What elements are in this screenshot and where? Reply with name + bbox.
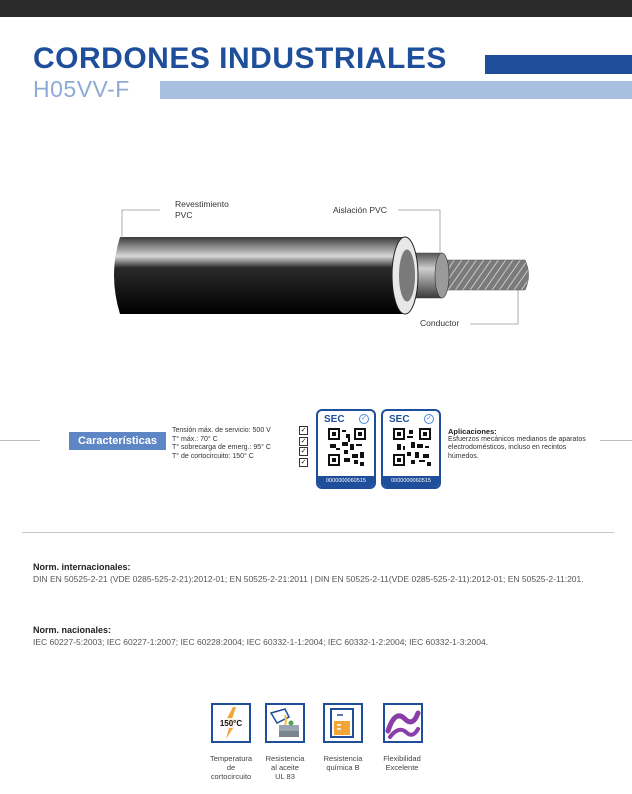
temperature-150-icon (211, 703, 251, 743)
checkmark-icon: ✓ (300, 448, 307, 455)
page-subtitle: H05VV-F (33, 76, 130, 102)
spec-list (172, 427, 271, 461)
top-bar (0, 0, 632, 17)
label-aislacion: Aislación PVC (333, 205, 387, 215)
label-conductor: Conductor (420, 318, 460, 328)
sec-certification-badge (381, 409, 441, 489)
norm-nacionales-text: IEC 60227-5:2003; IEC 60227-1:2007; IEC 60228:2004; IEC 60332-1-1:2004; IEC 60332-1-2:2004; IEC 60332-1-3:2004. (33, 637, 489, 647)
icon-caption: Resistencia química B (323, 754, 363, 772)
subtitle-accent-bar (160, 81, 632, 99)
checkmark-icon: ✓ (300, 427, 307, 434)
checkbox-column (299, 426, 308, 468)
spec-item: T° máx.: 70° C (172, 435, 218, 443)
section-divider-right (600, 440, 632, 441)
aplicaciones-heading: Aplicaciones: (448, 427, 497, 436)
flexibility-icon (383, 703, 423, 743)
sec-logo: SEC (324, 414, 345, 425)
spec-item: T° sobrecarga de emerg.: 95° C (172, 444, 271, 452)
sec-code: 0000000060515 (318, 476, 374, 487)
chemical-resistance-icon (323, 703, 363, 743)
spec-item: T° de cortocircuito: 150° C (172, 452, 254, 460)
qr-code-icon (328, 428, 366, 466)
caracteristicas-heading: Características (69, 432, 166, 450)
norm-internacionales-text: DIN EN 50525-2-21 (VDE 0285-525-2-21):2012-01; EN 50525-2-21:2011 | DIN EN 50525-2-11(VDE 0285-525-2-11):2012-01; EN 50525-2-11:201. (33, 574, 584, 584)
divider (22, 532, 614, 533)
title-accent-bar (485, 55, 632, 74)
label-revestimiento: Revestimiento PVC (175, 199, 229, 220)
outer-jacket (114, 237, 413, 314)
oil-resistance-icon (265, 703, 305, 743)
norm-internacionales-heading: Norm. internacionales: (33, 562, 131, 572)
icon-caption: Temperatura de cortocircuito (209, 754, 253, 781)
page-title: CORDONES INDUSTRIALES (33, 42, 447, 75)
spec-item: Tensión máx. de servicio: 500 V (172, 427, 271, 434)
qr-code-icon (393, 428, 431, 466)
checkmark-icon: ✓ (300, 437, 307, 445)
norm-nacionales-heading: Norm. nacionales: (33, 625, 112, 635)
section-divider-left (0, 440, 40, 441)
aplicaciones-text: Esfuerzos mecánicos medianos de aparatos electrodomésticos, incluso en recintos húmedos. (448, 436, 586, 460)
sec-code: 0000000060515 (383, 476, 439, 487)
verified-check-icon: ✓ (424, 414, 434, 424)
sec-certification-badge (316, 409, 376, 489)
icon-caption: Flexibilidad Excelente (383, 754, 421, 772)
checkmark-icon: ✓ (300, 458, 307, 466)
verified-check-icon: ✓ (359, 414, 369, 424)
temperature-badge: 150°C (219, 719, 243, 728)
icon-caption: Resistencia al aceite UL 83 (265, 754, 305, 781)
cable-diagram (100, 190, 540, 340)
sec-logo: SEC (389, 414, 410, 425)
